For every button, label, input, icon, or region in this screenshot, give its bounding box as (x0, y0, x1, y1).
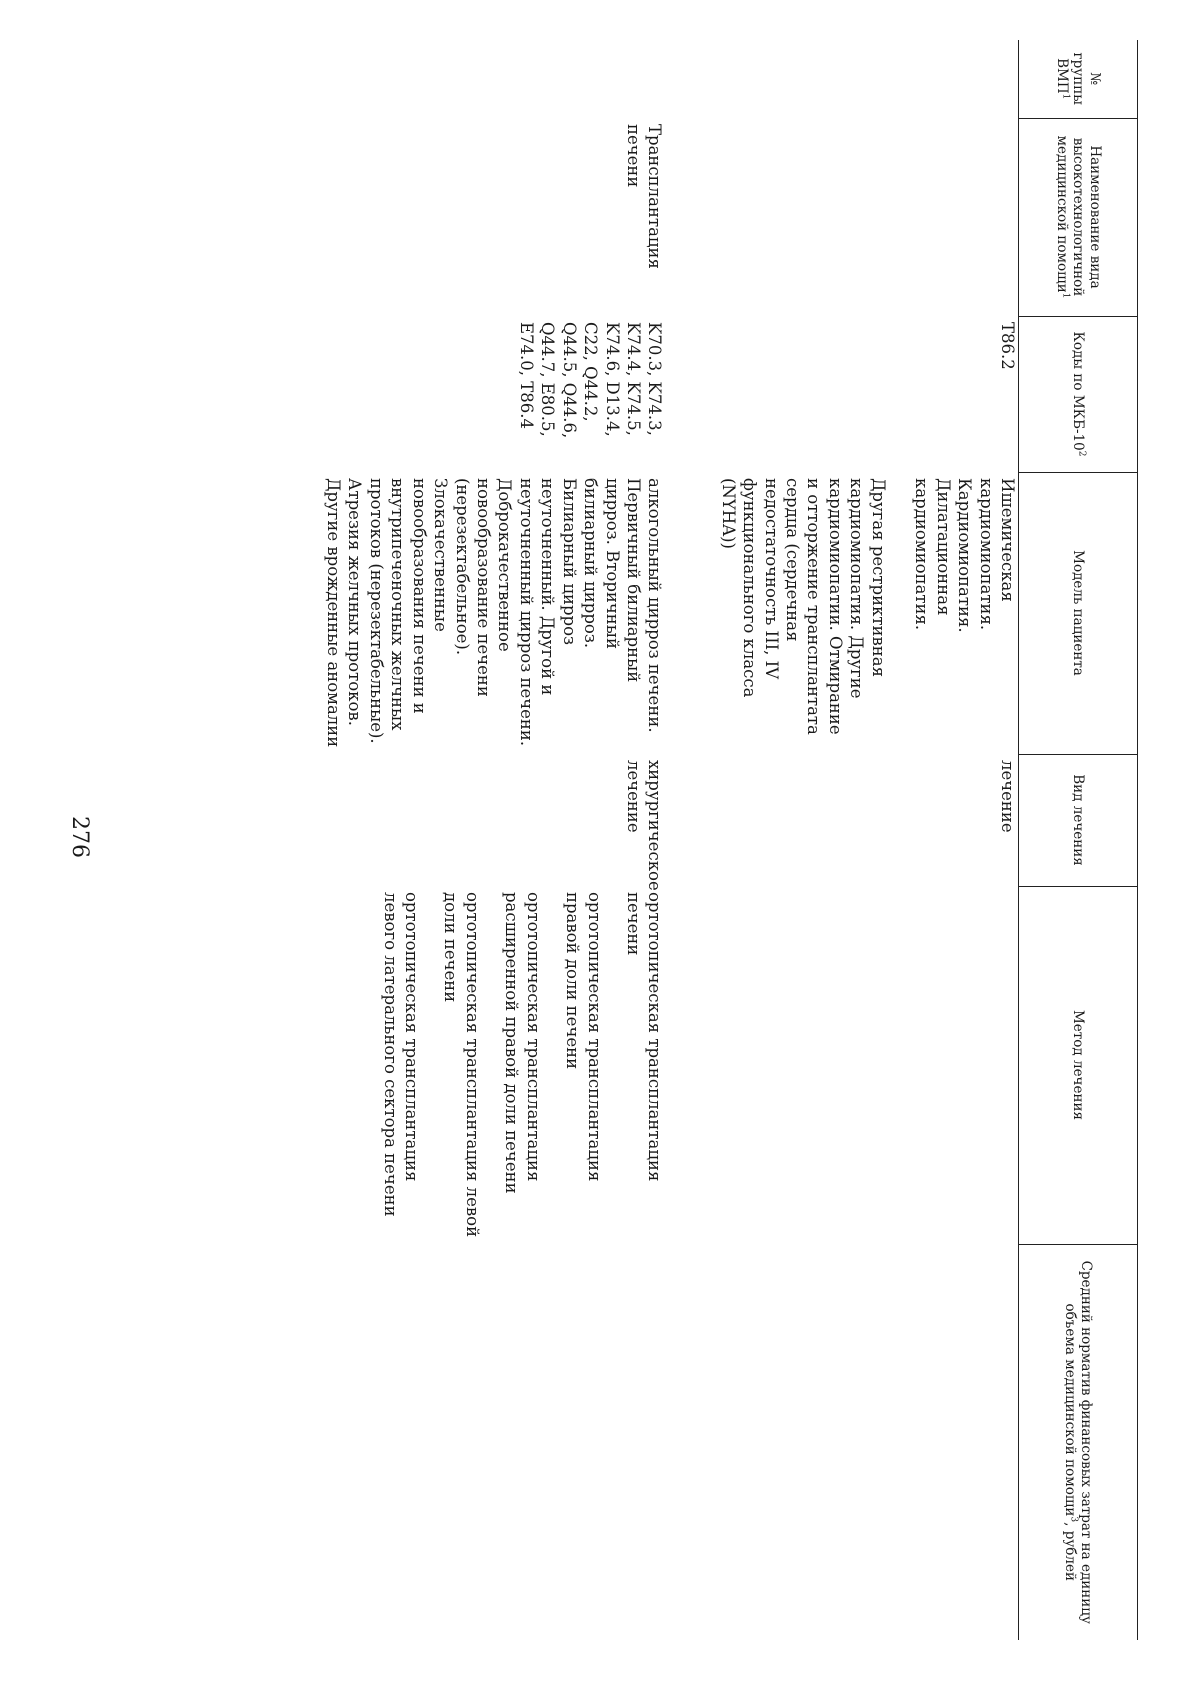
cell-avg-cost (320, 1244, 669, 1640)
patient-model-paragraph: Другая рестриктивная кардиомиопатия. Другие кардиомиопатии. Отмирание и отторжение трансплантата сердца (сердечная недостаточность III, IV функционального класса (NYHA)) (718, 478, 888, 735)
header-patient-model: Модель пациента (1019, 472, 1138, 754)
patient-model-paragraph: Ишемическая кардиомиопатия. Кардиомиопатия. Дилатационная кардиомиопатия. (912, 478, 1017, 633)
header-vmp-name: Наименование вида высокотехнологичной медицинской помощи$^1$ (1019, 118, 1138, 316)
cell-treatment-method (669, 886, 1019, 1244)
method-item: ортотопическая трансплантация правой доли печени (563, 892, 604, 1182)
cell-icd-codes: T86.2 (998, 322, 1017, 370)
header-avg-cost: Средний норматив финансовых затрат на единицу объема медицинской помощи$^3$, рублей (1019, 1244, 1138, 1640)
cell-treatment-method (320, 886, 669, 1244)
cell-group-no (669, 40, 1019, 118)
cell-icd-codes: K70.3, K74.3, K74.4, K74.5, K74.6, D13.4, C22, Q44.2, Q44.5, Q44.6, Q44.7, E80.5, E74.0, T86.4 (516, 322, 665, 439)
method-item: ортотопическая трансплантация левого латерального сектора печени (380, 892, 421, 1217)
cell-avg-cost (669, 1244, 1019, 1640)
cell-treatment-type: хирургическое лечение (624, 760, 665, 891)
table-row (669, 40, 1019, 1640)
vmp-table (320, 40, 1139, 1640)
page-number: 276 (67, 816, 92, 858)
cell-group-no (320, 40, 669, 118)
cell-treatment-type: лечение (998, 760, 1017, 833)
cell-vmp-name (669, 118, 1019, 316)
method-item: ортотопическая трансплантация печени (624, 892, 665, 1182)
table-header-row (1019, 40, 1138, 1640)
header-treatment-method: Метод лечения (1019, 886, 1138, 1244)
method-list (379, 892, 665, 1238)
header-treatment-type: Вид лечения (1019, 754, 1138, 886)
cell-vmp-name: Трансплантация печени (624, 124, 665, 269)
cell-patient-model: алкогольный цирроз печени. Первичный билиарный цирроз. Вторичный билиарный цирроз. Билиарный цирроз неуточненный. Другой и неуточненный цирроз печени. Доброкачественное новообразование печени (нерезектабельное). Злокачественные новообразования печени и внутрипеченочных желчных протоков (нерезектабельные). Атрезия желчных протоков. Другие врожденные аномалии (323, 478, 665, 748)
header-icd-codes: Коды по МКБ-$10^2$ (1019, 316, 1138, 472)
method-item: ортотопическая трансплантация расширенной правой доли печени (502, 892, 543, 1194)
header-group-no: № группы ВМП$^1$ (1019, 40, 1138, 118)
method-item: ортотопическая трансплантация левой доли печени (441, 892, 482, 1238)
table-row (320, 40, 669, 1640)
cell-patient-model (669, 472, 1019, 754)
